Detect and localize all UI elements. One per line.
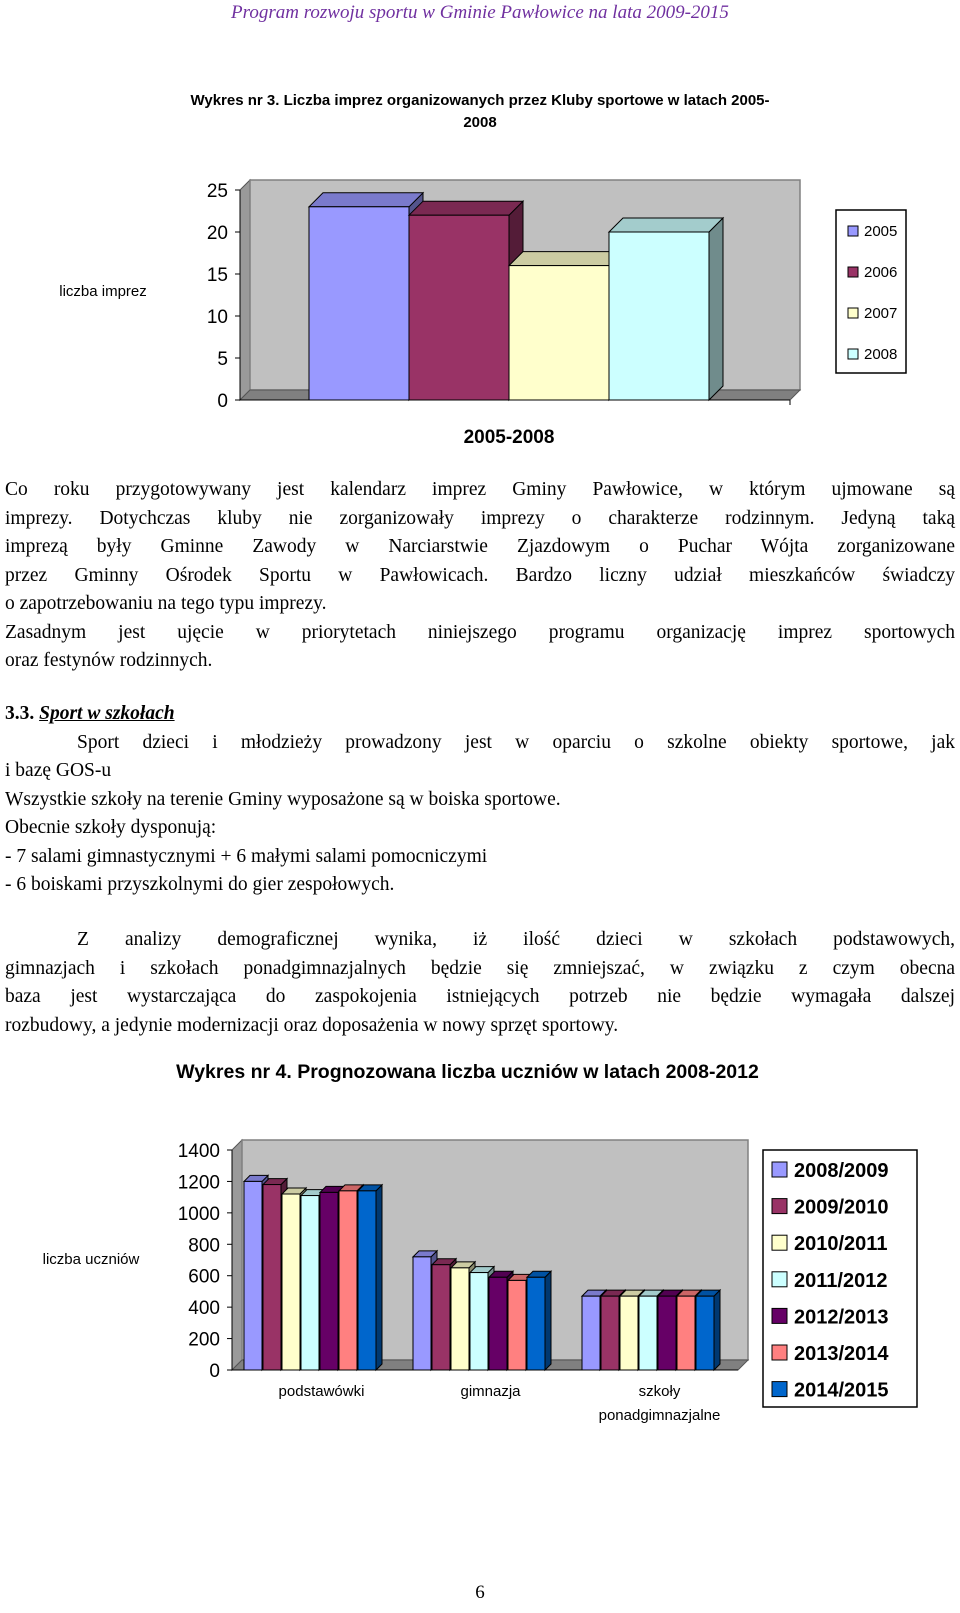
bar-front [696,1296,714,1370]
section-sport-schools [5,700,955,900]
legend-label: 2008 [864,346,898,363]
legend-label: 2007 [864,305,898,322]
section-heading [5,700,955,729]
x-category-label: gimnazja [460,1383,521,1400]
y-tick-label: 600 [188,1266,220,1288]
legend-swatch [772,1382,787,1397]
y-tick-label: 200 [188,1329,220,1351]
y-tick-label: 800 [188,1235,220,1257]
bar [309,193,423,400]
bar [527,1271,551,1370]
bar-front [432,1265,450,1370]
bar-front [508,1280,526,1370]
bar-top [509,252,623,266]
y-tick-label: 5 [217,349,228,370]
legend-swatch [772,1199,787,1214]
bar-front [609,232,709,400]
bar-side [376,1185,382,1370]
bar-front [620,1296,638,1370]
bar-top [309,193,423,207]
bar-front [282,1194,300,1370]
bar [609,218,723,400]
chart-side-wall [232,1140,242,1370]
paragraph-line: Zasadnym jest ujęcie w priorytetach niniejszego programu organizację imprez sportowych [5,621,955,643]
y-tick-label: 400 [188,1298,220,1320]
y-tick-label: 0 [217,391,228,412]
paragraph-demography [5,926,955,1040]
bar-front [639,1296,657,1370]
y-axis-label: liczba uczniów [42,1251,140,1268]
paragraph-line: Co roku przygotowywany jest kalendarz imprez Gminy Pawłowice, w którym ujmowane są [5,479,955,500]
bar-front [413,1257,431,1370]
legend-swatch [848,267,858,277]
bar-front [509,266,609,400]
legend-swatch [772,1308,787,1323]
paragraph-line: i bazę GOS-u [5,760,112,781]
y-tick-label: 1000 [177,1203,220,1225]
paragraph-line: o zapotrzebowaniu na tego typu imprezy. [5,593,327,614]
legend-swatch [772,1345,787,1360]
bar-front [451,1268,469,1370]
y-axis-label: liczba imprez [59,283,147,300]
paragraph-line: Sport dzieci i młodzieży prowadzony jest w oparciu o szkolne obiekty sportowe, jak [77,731,955,753]
paragraph-line: oraz festynów rodzinnych. [5,650,213,671]
x-category-label: szkoły [638,1383,681,1400]
bar-front [658,1296,676,1370]
bar-front [489,1277,507,1370]
legend-label: 2008/2009 [794,1160,889,1182]
legend-swatch [772,1235,787,1250]
paragraph-line: imprezy. Dotychczas kluby nie zorganizowały imprezy o charakterze rodzinnym. Jedyną taką [5,507,955,529]
bar-front [309,207,409,400]
paragraph-line: rozbudowy, a jedynie modernizacji oraz doposażenia w nowy sprzęt sportowy. [5,1014,619,1036]
bar [409,201,523,400]
legend-swatch [772,1272,787,1287]
paragraph-events [5,476,955,676]
bar-front [263,1185,281,1370]
legend-swatch [848,226,858,236]
bar [509,252,623,400]
legend-label: 2009/2010 [794,1196,889,1219]
bar [696,1290,720,1370]
bar-top [409,201,523,215]
paragraph-line: Wszystkie szkoły na terenie Gminy wyposażone są w boiska sportowe. [5,788,561,810]
section-title: Sport w szkołach [39,703,175,724]
chart2-title: Wykres nr 4. Prognozowana liczba uczniów w latach 2008-2012 [176,1061,759,1083]
x-category-label: podstawówki [278,1383,365,1400]
list-item: - 6 boiskami przyszkolnymi do gier zespołowych. [5,874,395,895]
list-item: - 7 salami gimnastycznymi + 6 małymi salami pomocniczymi [5,845,488,867]
chart1-svg [0,170,960,460]
bar-front [409,215,509,400]
paragraph-line: gimnazjach i szkołach ponadgimnazjalnych będzie się zmniejszać, w związku z czym obecna [5,957,955,979]
x-category-label: ponadgimnazjalne [598,1407,721,1424]
bar-top [609,218,723,232]
bar-front [677,1296,695,1370]
legend-label: 2010/2011 [794,1233,888,1256]
paragraph-line: Z analizy demograficznej wynika, iż ilość dzieci w szkołach podstawowych, [77,929,955,950]
bar-front [601,1296,619,1370]
bar-front [301,1196,319,1370]
page-header: Program rozwoju sportu w Gminie Pawłowice na lata 2009-2015 [231,2,729,23]
bar-front [582,1296,600,1370]
paragraph-line: baza jest wystarczająca do zaspokojenia istniejących potrzeb nie będzie wymagała dalszej [5,986,955,1007]
y-tick-label: 0 [209,1361,220,1382]
y-tick-label: 1200 [177,1172,220,1194]
chart2-svg [0,1120,960,1440]
chart1-title-line1: Wykres nr 3. Liczba imprez organizowanych przez Kluby sportowe w latach 2005- [190,92,770,109]
legend-label: 2014/2015 [794,1379,889,1402]
legend-label: 2013/2014 [794,1343,889,1365]
chart1-title-line2: 2008 [463,114,497,131]
legend-label: 2012/2013 [794,1306,889,1329]
y-tick-label: 20 [206,223,228,244]
paragraph-line: Obecnie szkoły dysponują: [5,817,217,838]
bar-front [527,1277,545,1370]
bar-side [709,218,723,400]
legend-swatch [848,308,858,318]
legend-swatch [772,1162,787,1177]
bar-front [358,1191,376,1370]
bar-front [244,1181,262,1370]
y-tick-label: 15 [206,265,228,286]
paragraph-line: imprezą były Gminne Zawody w Narciarstwie Zjazdowym o Puchar Wójta zorganizowane [5,536,955,557]
bar [358,1185,382,1370]
chart1-title [60,90,900,134]
bar-front [339,1191,357,1370]
bar-front [470,1273,488,1370]
page-number: 6 [475,1582,485,1603]
legend-label: 2005 [864,223,898,240]
legend-label: 2011/2012 [794,1269,888,1292]
section-number: 3.3. [5,703,35,724]
legend-swatch [848,349,858,359]
bar-side [545,1271,551,1370]
chart-side-wall [240,180,250,400]
y-tick-label: 25 [206,181,228,202]
legend-label: 2006 [864,264,898,281]
y-tick-label: 1400 [177,1141,220,1162]
bar-side [714,1290,720,1370]
paragraph-line: przez Gminny Ośrodek Sportu w Pawłowicach. Bardzo liczny udział mieszkańców świadczy [5,564,955,586]
y-tick-label: 10 [206,307,228,328]
bar-front [320,1192,338,1370]
x-axis-label: 2005-2008 [463,427,555,448]
